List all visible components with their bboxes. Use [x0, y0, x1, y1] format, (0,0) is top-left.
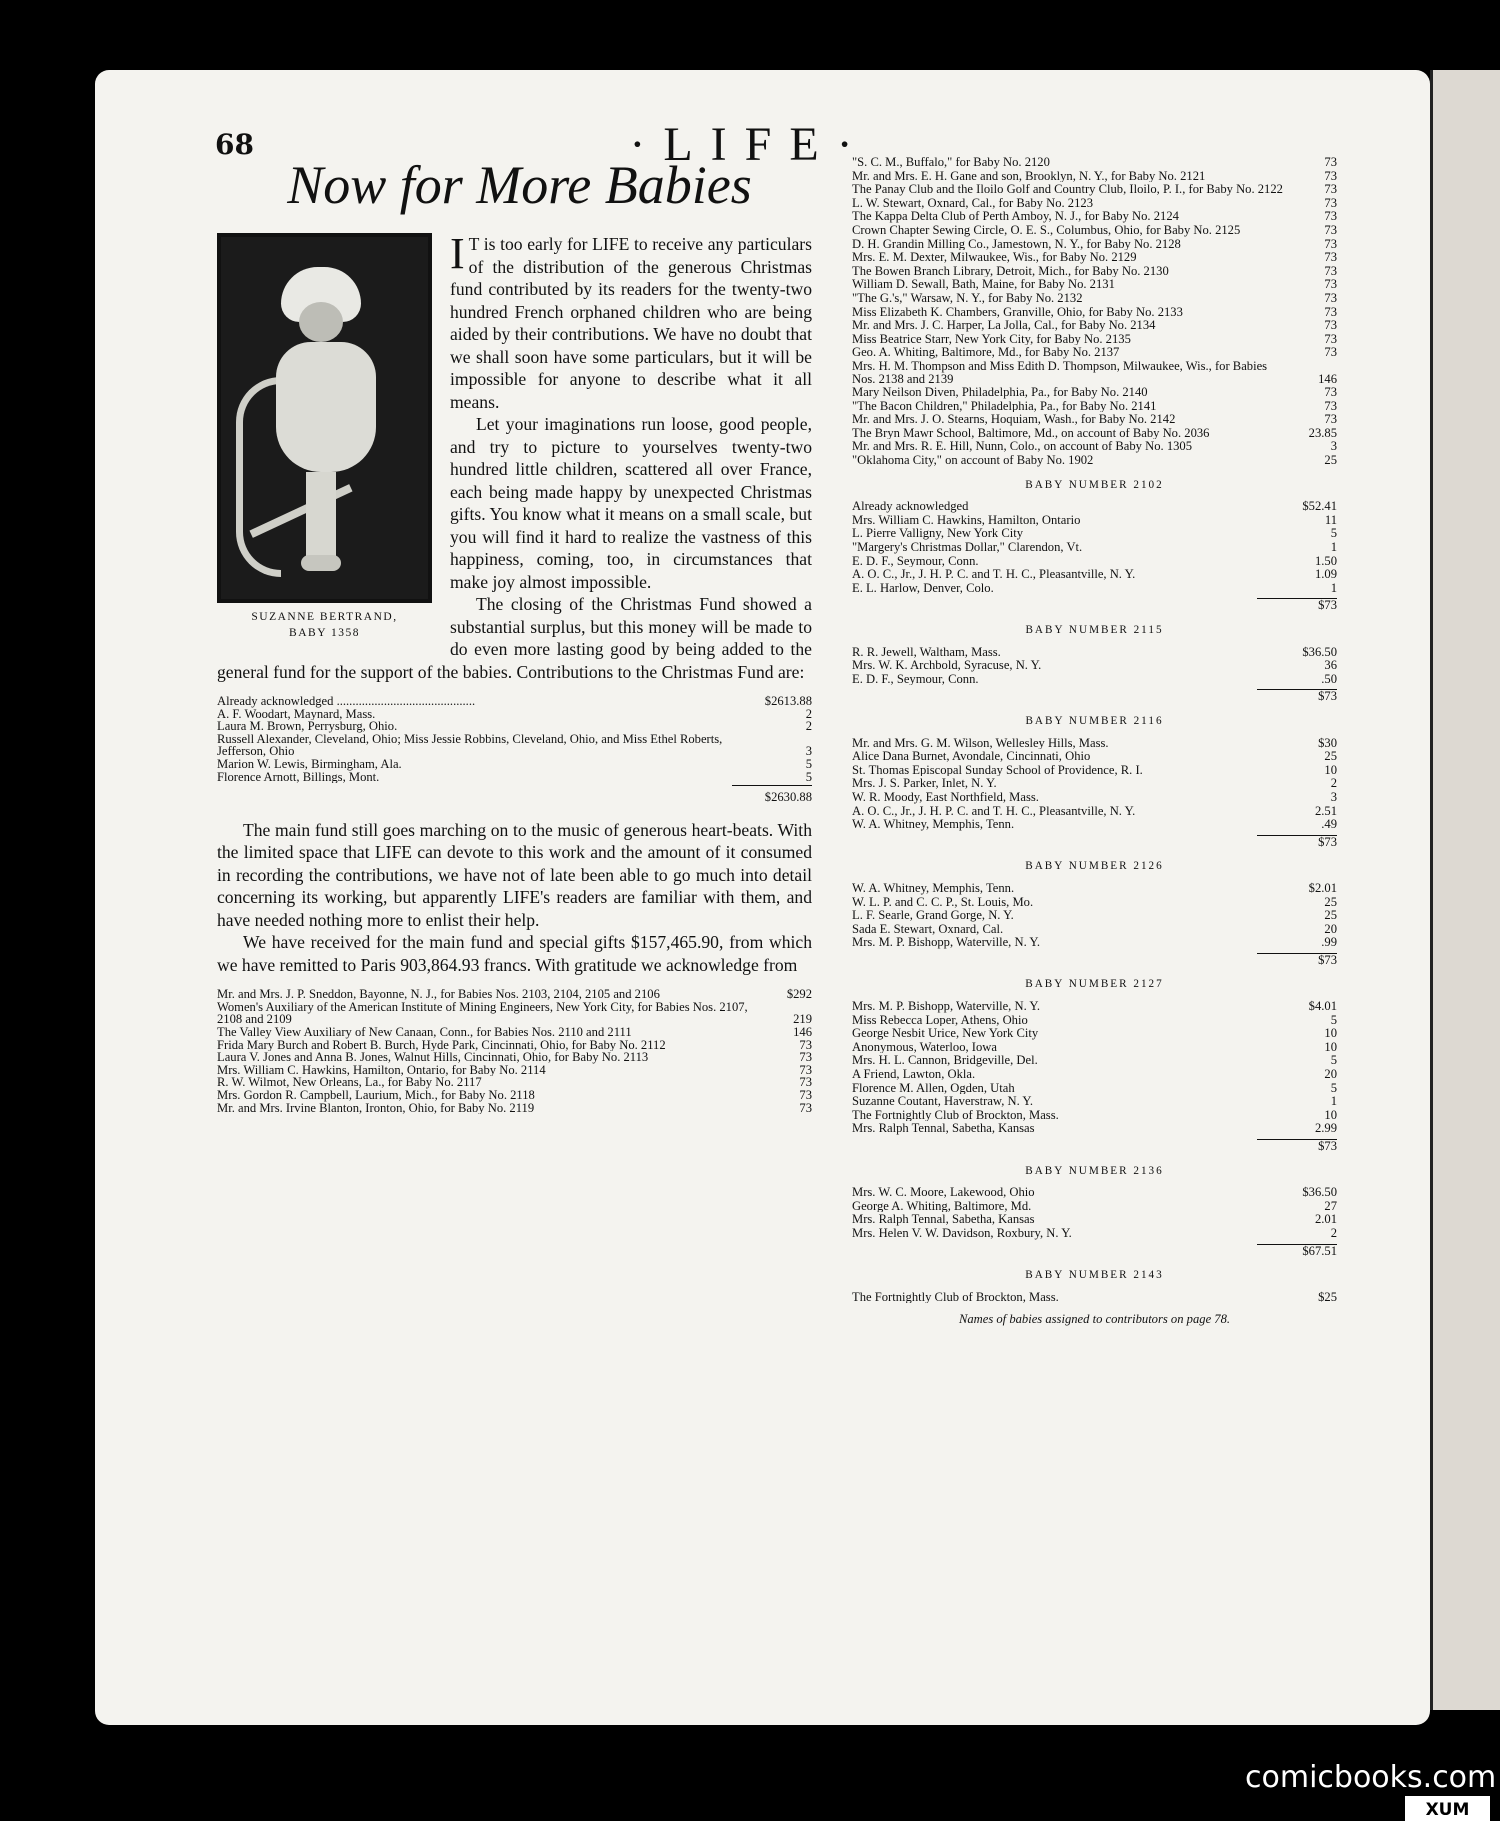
- ledger-row: [852, 1226, 1337, 1240]
- contributor-name: A Friend, Lawton, Okla.: [852, 1068, 976, 1081]
- section-list: [852, 645, 1337, 686]
- contributor-name: Miss Beatrice Starr, New York City, for Baby No. 2135: [852, 332, 1131, 346]
- ledger-row: [217, 720, 812, 733]
- ledger-row: [852, 790, 1337, 804]
- ledger-row: [852, 1026, 1337, 1040]
- contributor-name: Laura V. Jones and Anna B. Jones, Walnut Hills, Cincinnati, Ohio, for Baby No. 2113: [217, 1051, 649, 1064]
- contribution-amount: 10: [1324, 1026, 1337, 1041]
- contributor-name: Mr. and Mrs. J. P. Sneddon, Bayonne, N. J., for Babies Nos. 2103, 2104, 2105 and 2106: [217, 988, 660, 1001]
- contribution-amount: 73: [799, 1062, 812, 1077]
- paragraph-2: Let your imaginations run loose, good people, and try to picture to yourselves twenty-two hundred little children, scattered all over France, each being made happy by unexpected Christmas gifts. You know what it means on a small scale, but you will find it hard to realize the vastness of this happiness, coming, too, in circumstances that make joy almost impossible.: [450, 414, 812, 592]
- contributor-name: Mr. and Mrs. G. M. Wilson, Wellesley Hills, Mass.: [852, 736, 1109, 750]
- ledger-row: [852, 359, 1337, 385]
- contributor-name: Florence Arnott, Billings, Mont.: [217, 770, 380, 784]
- contributor-name: Mr. and Mrs. J. C. Harper, La Jolla, Cal., for Baby No. 2134: [852, 319, 1156, 332]
- contributor-name: The Fortnightly Club of Brockton, Mass.: [852, 1290, 1059, 1304]
- ledger-row: [852, 399, 1337, 413]
- contributor-name: D. H. Grandin Milling Co., Jamestown, N. Y., for Baby No. 2128: [852, 237, 1181, 251]
- contributor-name: Frida Mary Burch and Robert B. Burch, Hyde Park, Cincinnati, Ohio, for Baby No. 2112: [217, 1038, 666, 1052]
- contribution-amount: 73: [799, 1100, 812, 1115]
- contributor-name: Mr. and Mrs. E. H. Gane and son, Brooklyn, N. Y., for Baby No. 2121: [852, 169, 1206, 183]
- section-list: [852, 881, 1337, 949]
- contributor-name: E. D. F., Seymour, Conn.: [852, 554, 979, 568]
- contributor-name: W. L. P. and C. C. P., St. Louis, Mo.: [852, 895, 1034, 909]
- contributor-name: Mrs. Gordon R. Campbell, Laurium, Mich., for Baby No. 2118: [217, 1088, 535, 1102]
- ledger-row: [852, 264, 1337, 278]
- ledger-row: [852, 763, 1337, 777]
- contributor-name: "S. C. M., Buffalo," for Baby No. 2120: [852, 156, 1050, 169]
- contribution-amount: 27: [1324, 1198, 1337, 1213]
- contribution-amount: 73: [1324, 290, 1337, 305]
- contribution-amount: 73: [1324, 155, 1337, 169]
- drop-cap: I: [450, 229, 465, 278]
- ledger-row: [852, 426, 1337, 440]
- ledger-row: [852, 169, 1337, 183]
- contribution-amount: 2.01: [1314, 1212, 1337, 1227]
- contribution-amount: 73: [1324, 398, 1337, 413]
- contributor-name: Mrs. W. K. Archbold, Syracuse, N. Y.: [852, 659, 1042, 672]
- contributor-name: The Bryn Mawr School, Baltimore, Md., on account of Baby No. 2036: [852, 426, 1210, 440]
- contribution-amount: 1.50: [1314, 553, 1337, 568]
- contribution-amount: $36.50: [1302, 644, 1337, 659]
- contribution-amount: 2: [1330, 1225, 1337, 1240]
- contribution-amount: 73: [1324, 222, 1337, 237]
- section-list: [852, 736, 1337, 831]
- ledger-row: [852, 526, 1337, 540]
- contribution-amount: 36: [1324, 658, 1337, 673]
- contribution-amount: 1: [1330, 580, 1337, 595]
- contributor-name: Mrs. William C. Hawkins, Hamilton, Ontario: [852, 513, 1081, 527]
- section-total: $73: [1257, 953, 1337, 967]
- contribution-amount: 2: [805, 719, 812, 734]
- contribution-amount: $2613.88: [764, 694, 812, 708]
- contribution-amount: $36.50: [1302, 1185, 1337, 1200]
- contributor-name: R. R. Jewell, Waltham, Mass.: [852, 645, 1001, 659]
- ledger-row: [852, 305, 1337, 319]
- page-number: 68: [215, 128, 254, 161]
- contributor-name: Miss Elizabeth K. Chambers, Granville, Ohio, for Baby No. 2133: [852, 305, 1183, 319]
- contribution-amount: 73: [1324, 345, 1337, 360]
- ledger-row: [217, 695, 812, 708]
- contribution-amount: 20: [1324, 921, 1337, 936]
- contributor-name: "The Bacon Children," Philadelphia, Pa., for Baby No. 2141: [852, 399, 1157, 413]
- ledger-row: [852, 1040, 1337, 1054]
- contributor-name: Miss Rebecca Loper, Athens, Ohio: [852, 1013, 1028, 1027]
- ledger-row: [852, 908, 1337, 922]
- contributor-name: Marion W. Lewis, Birmingham, Ala.: [217, 757, 402, 771]
- contributor-name: Mrs. Ralph Tennal, Sabetha, Kansas: [852, 1213, 1035, 1226]
- ledger-row: [852, 672, 1337, 686]
- contributor-name: Mrs. William C. Hawkins, Hamilton, Ontario, for Baby No. 2114: [217, 1063, 546, 1077]
- contribution-amount: 73: [1324, 277, 1337, 292]
- paragraph-5: We have received for the main fund and special gifts $157,465.90, from which we have remitted to Paris 903,864.93 francs. With gratitude we acknowledge from: [217, 932, 812, 975]
- ledger-row: [852, 749, 1337, 763]
- ledger-row: [852, 736, 1337, 750]
- contribution-amount: 5: [1330, 1012, 1337, 1027]
- contributor-name: George Nesbit Urice, New York City: [852, 1027, 1039, 1040]
- section-heading: BABY NUMBER 2115: [1025, 624, 1164, 636]
- contributor-name: Mrs. E. M. Dexter, Milwaukee, Wis., for Baby No. 2129: [852, 251, 1137, 264]
- contributor-name: William D. Sewall, Bath, Maine, for Baby No. 2131: [852, 278, 1115, 291]
- contribution-amount: $292: [786, 987, 812, 1002]
- ledger-row: [852, 554, 1337, 568]
- contribution-amount: 2: [805, 706, 812, 721]
- ledger-row: [852, 453, 1337, 467]
- ledger-row: [852, 1053, 1337, 1067]
- contributor-name: L. F. Searle, Grand Gorge, N. Y.: [852, 909, 1014, 922]
- contributor-name: Florence M. Allen, Ogden, Utah: [852, 1081, 1015, 1095]
- section-heading: BABY NUMBER 2143: [1025, 1269, 1164, 1282]
- contributor-name: Already acknowledged ............................................: [217, 695, 476, 708]
- contribution-amount: 73: [1324, 318, 1337, 333]
- baby-number-sections: [852, 479, 1337, 1304]
- contribution-amount: 1: [1330, 1094, 1337, 1109]
- contributor-name: A. O. C., Jr., J. H. P. C. and T. H. C., Pleasantville, N. Y.: [852, 804, 1136, 818]
- masthead: ·LIFE·: [629, 118, 871, 171]
- ledger-row: [217, 1026, 812, 1039]
- ledger-row: [852, 209, 1337, 223]
- contribution-amount: 73: [1324, 304, 1337, 319]
- contributor-name: Mr. and Mrs. R. E. Hill, Nunn, Colo., on account of Baby No. 1305: [852, 440, 1193, 454]
- ledger-row: [852, 196, 1337, 210]
- ledger-row: [217, 1039, 812, 1052]
- main-fund-list-right: [852, 155, 1337, 467]
- ledger-row: [852, 1121, 1337, 1135]
- section-list: [852, 499, 1337, 594]
- ledger-row: [217, 708, 812, 721]
- section-list: [852, 1290, 1337, 1304]
- section-heading: BABY NUMBER 2102: [1025, 478, 1164, 491]
- contributor-name: A. F. Woodart, Maynard, Mass.: [217, 707, 376, 721]
- contribution-amount: 3: [1330, 789, 1337, 804]
- photo-caption: SUZANNE BERTRAND, BABY 1358: [251, 611, 398, 639]
- ledger-row: [852, 1108, 1337, 1122]
- ledger-row: [217, 1089, 812, 1102]
- contribution-amount: 73: [1324, 412, 1337, 427]
- contributor-name: R. W. Wilmot, New Orleans, La., for Baby No. 2117: [217, 1076, 482, 1089]
- ledger-row: [852, 439, 1337, 453]
- ledger-row: [852, 332, 1337, 346]
- section-total: $73: [1257, 1139, 1337, 1153]
- contributor-name: Mrs. M. P. Bishopp, Waterville, N. Y.: [852, 1000, 1041, 1013]
- contribution-amount: 73: [1324, 168, 1337, 183]
- contribution-amount: 20: [1324, 1067, 1337, 1082]
- contribution-amount: 2.51: [1314, 803, 1337, 818]
- contributor-name: W. R. Moody, East Northfield, Mass.: [852, 790, 1039, 804]
- christmas-fund-total: $2630.88: [732, 785, 812, 809]
- contributor-name: Sada E. Stewart, Oxnard, Cal.: [852, 922, 1004, 936]
- contribution-amount: .99: [1321, 935, 1337, 950]
- ledger-row: [852, 1290, 1337, 1304]
- contributor-name: Crown Chapter Sewing Circle, O. E. S., Columbus, Ohio, for Baby No. 2125: [852, 223, 1241, 237]
- contribution-amount: 25: [1324, 749, 1337, 764]
- right-column: [852, 155, 1337, 1615]
- ledger-row: [852, 1199, 1337, 1213]
- contribution-amount: 73: [799, 1037, 812, 1052]
- contributor-name: Mrs. W. C. Moore, Lakewood, Ohio: [852, 1186, 1035, 1199]
- contributor-name: Mrs. H. L. Cannon, Bridgeville, Del.: [852, 1054, 1038, 1068]
- ledger-row: [217, 1064, 812, 1077]
- contributor-name: L. Pierre Valligny, New York City: [852, 527, 1024, 541]
- contribution-amount: 5: [805, 756, 812, 771]
- photo-figure: [217, 233, 432, 641]
- adjacent-page-edge: [1430, 70, 1500, 1710]
- ledger-row: [852, 182, 1337, 196]
- contribution-amount: 3: [1330, 439, 1337, 454]
- contributor-name: Geo. A. Whiting, Baltimore, Md., for Baby No. 2137: [852, 346, 1120, 359]
- ledger-row: [852, 412, 1337, 426]
- contribution-amount: 73: [1324, 195, 1337, 210]
- contribution-amount: 5: [1330, 1080, 1337, 1095]
- contributor-name: A. O. C., Jr., J. H. P. C. and T. H. C., Pleasantville, N. Y.: [852, 568, 1136, 581]
- contributor-name: The Kappa Delta Club of Perth Amboy, N. J., for Baby No. 2124: [852, 210, 1179, 223]
- ledger-row: [852, 318, 1337, 332]
- section-heading: BABY NUMBER 2116: [1025, 714, 1164, 727]
- contribution-amount: 73: [799, 1075, 812, 1090]
- contributor-name: Mr. and Mrs. J. O. Stearns, Hoquiam, Wash., for Baby No. 2142: [852, 413, 1176, 426]
- ledger-row: [852, 1094, 1337, 1108]
- contributor-name: "Oklahoma City," on account of Baby No. 1902: [852, 454, 1094, 467]
- contributor-name: Laura M. Brown, Perrysburg, Ohio.: [217, 720, 398, 733]
- contributor-name: E. L. Harlow, Denver, Colo.: [852, 581, 994, 595]
- ledger-row: [852, 881, 1337, 895]
- section-list: [852, 999, 1337, 1135]
- ledger-row: [852, 277, 1337, 291]
- paragraph-4: The main fund still goes marching on to the music of generous heart-beats. With the limited space that LIFE can devote to this work and the amount of it consumed in recording the contributions, we have not of late been able to go much into detail concerning its working, but apparently LIFE's readers are familiar with them, and have needed nothing more to enlist their help.: [217, 819, 812, 930]
- contributor-name: The Fortnightly Club of Brockton, Mass.: [852, 1108, 1059, 1122]
- contributor-name: "Margery's Christmas Dollar," Clarendon, Vt.: [852, 541, 1083, 554]
- contributor-name: Alice Dana Burnet, Avondale, Cincinnati, Ohio: [852, 750, 1091, 763]
- paragraph-3: The closing of the Christmas Fund showed a substantial surplus, but this money will be made to do even more lasting good by being added to the general fund for the support of the babies. Contributions to the Christmas Fund are:: [217, 594, 812, 682]
- ledger-row: [217, 1076, 812, 1089]
- ledger-row: [852, 567, 1337, 581]
- ledger-row: [852, 817, 1337, 831]
- contribution-amount: 10: [1324, 1107, 1337, 1122]
- contributor-name: Mrs. Ralph Tennal, Sabetha, Kansas: [852, 1122, 1035, 1135]
- contribution-amount: 10: [1324, 762, 1337, 777]
- section-total: $73: [1257, 598, 1337, 612]
- contribution-amount: .49: [1321, 817, 1337, 832]
- footnote: Names of babies assigned to contributors on page 78.: [958, 1312, 1231, 1327]
- contribution-amount: .50: [1321, 671, 1337, 686]
- contribution-amount: 146: [1318, 371, 1337, 386]
- contribution-amount: 5: [1330, 1053, 1337, 1068]
- ledger-row: [852, 1081, 1337, 1095]
- contribution-amount: 73: [1324, 236, 1337, 251]
- contributor-name: W. A. Whitney, Memphis, Tenn.: [852, 818, 1015, 831]
- contributor-name: Mrs. M. P. Bishopp, Waterville, N. Y.: [852, 936, 1041, 949]
- contribution-amount: 2.99: [1314, 1121, 1337, 1136]
- contributor-name: Mrs. Helen V. W. Davidson, Roxbury, N. Y.: [852, 1226, 1072, 1240]
- contribution-amount: $52.41: [1302, 499, 1337, 514]
- ledger-row: [217, 1051, 812, 1064]
- contributor-name: The Panay Club and the Iloilo Golf and Country Club, Iloilo, P. I., for Baby No. 2122: [852, 183, 1283, 196]
- ledger-row: [217, 733, 812, 758]
- contribution-amount: 146: [793, 1024, 812, 1039]
- contribution-amount: $25: [1318, 1289, 1337, 1304]
- contribution-amount: 3: [805, 744, 812, 759]
- contribution-amount: 5: [1330, 526, 1337, 541]
- contribution-amount: 11: [1324, 512, 1337, 527]
- contributor-name: "The G.'s," Warsaw, N. Y., for Baby No. 2132: [852, 291, 1083, 305]
- contributor-name: Russell Alexander, Cleveland, Ohio; Miss Jessie Robbins, Cleveland, Ohio, and Miss Ethel Roberts, Jefferson, Ohio: [217, 732, 723, 758]
- section-total: $73: [1257, 689, 1337, 703]
- contributor-name: The Valley View Auxiliary of New Canaan, Conn., for Babies Nos. 2110 and 2111: [217, 1025, 632, 1039]
- ledger-row: [852, 999, 1337, 1013]
- ledger-row: [852, 658, 1337, 672]
- contribution-amount: $4.01: [1308, 999, 1337, 1014]
- paragraph-1: I T is too early for LIFE to receive any particulars of the distribution of the generous Christmas fund contributed by its readers for the twenty-two hundred French orphaned children who are being aided by their contributions. We have no doubt that we shall soon have some particulars, but it will be impossible for anyone to describe what it all means.: [450, 229, 812, 412]
- contribution-amount: 73: [799, 1087, 812, 1102]
- ledger-row: [852, 513, 1337, 527]
- ledger-row: [217, 758, 812, 771]
- ledger-row: [217, 1102, 812, 1115]
- ledger-row: [852, 499, 1337, 513]
- christmas-fund-list: [217, 695, 812, 783]
- ledger-row: [217, 771, 812, 784]
- contributor-name: L. W. Stewart, Oxnard, Cal., for Baby No. 2123: [852, 196, 1093, 210]
- ledger-row: [217, 1001, 812, 1026]
- contribution-amount: 73: [1324, 263, 1337, 278]
- contribution-amount: $2.01: [1308, 880, 1337, 895]
- section-total: $73: [1257, 835, 1337, 849]
- contribution-amount: 23.85: [1308, 425, 1337, 440]
- contributor-name: The Bowen Branch Library, Detroit, Mich., for Baby No. 2130: [852, 264, 1169, 278]
- ledger-row: [852, 1185, 1337, 1199]
- child-photo: [217, 233, 432, 603]
- section-heading: BABY NUMBER 2126: [1025, 860, 1164, 873]
- contribution-amount: 73: [1324, 182, 1337, 197]
- contributor-name: Mary Neilson Diven, Philadelphia, Pa., for Baby No. 2140: [852, 386, 1148, 399]
- contribution-amount: 25: [1324, 908, 1337, 923]
- contributor-name: Already acknowledged: [852, 500, 969, 513]
- ledger-row: [852, 776, 1337, 790]
- ledger-row: [852, 895, 1337, 909]
- contributor-name: Mr. and Mrs. Irvine Blanton, Ironton, Ohio, for Baby No. 2119: [217, 1101, 535, 1115]
- contribution-amount: 5: [805, 769, 812, 784]
- contribution-amount: 1: [1330, 540, 1337, 555]
- section-heading: BABY NUMBER 2127: [1025, 978, 1164, 991]
- contribution-amount: 10: [1324, 1039, 1337, 1054]
- ledger-row: [852, 645, 1337, 659]
- ledger-row: [852, 237, 1337, 251]
- contribution-amount: 25: [1324, 453, 1337, 468]
- contribution-amount: 2: [1330, 776, 1337, 791]
- section-heading: BABY NUMBER 2136: [1025, 1164, 1164, 1177]
- ledger-row: [852, 922, 1337, 936]
- ledger-row: [852, 540, 1337, 554]
- ledger-row: [852, 1067, 1337, 1081]
- section-total: $67.51: [1257, 1244, 1337, 1258]
- contributor-name: W. A. Whitney, Memphis, Tenn.: [852, 881, 1015, 895]
- contribution-amount: 73: [799, 1050, 812, 1065]
- contribution-amount: 1.09: [1314, 567, 1337, 582]
- contributor-name: Anonymous, Waterloo, Iowa: [852, 1040, 997, 1054]
- ledger-row: [852, 291, 1337, 305]
- contributor-name: Mrs. H. M. Thompson and Miss Edith D. Thompson, Milwaukee, Wis., for Babies Nos. 2138 and 2139: [852, 359, 1268, 386]
- scan-tag: XUM: [1405, 1796, 1490, 1821]
- contributor-name: E. D. F., Seymour, Conn.: [852, 672, 979, 686]
- ledger-row: [852, 935, 1337, 949]
- ledger-row: [852, 250, 1337, 264]
- contributor-name: St. Thomas Episcopal Sunday School of Providence, R. I.: [852, 763, 1143, 777]
- left-column: [217, 155, 812, 1465]
- main-fund-list-left: [217, 988, 812, 1114]
- contribution-amount: 73: [1324, 209, 1337, 224]
- ledger-row: [852, 581, 1337, 595]
- ledger-row: [852, 804, 1337, 818]
- contribution-amount: 73: [1324, 385, 1337, 400]
- section-list: [852, 1185, 1337, 1239]
- ledger-row: [852, 385, 1337, 399]
- ledger-row: [852, 1013, 1337, 1027]
- contribution-amount: 73: [1324, 250, 1337, 265]
- contribution-amount: 73: [1324, 331, 1337, 346]
- ledger-row: [852, 155, 1337, 169]
- contribution-amount: $30: [1318, 735, 1337, 750]
- contributor-name: George A. Whiting, Baltimore, Md.: [852, 1199, 1032, 1213]
- contributor-name: Suzanne Coutant, Haverstraw, N. Y.: [852, 1095, 1034, 1108]
- ledger-row: [217, 988, 812, 1001]
- ledger-row: [852, 223, 1337, 237]
- watermark: comicbooks.com: [1245, 1760, 1497, 1795]
- ledger-row: [852, 1212, 1337, 1226]
- contributor-name: Mrs. J. S. Parker, Inlet, N. Y.: [852, 777, 997, 790]
- article-title: Now for More Babies: [287, 155, 752, 215]
- contribution-amount: 219: [793, 1012, 812, 1027]
- contributor-name: Women's Auxiliary of the American Institute of Mining Engineers, New York City, for Babies Nos. 2107, 2108 and 2109: [217, 1000, 748, 1026]
- contribution-amount: 25: [1324, 894, 1337, 909]
- ledger-row: [852, 345, 1337, 359]
